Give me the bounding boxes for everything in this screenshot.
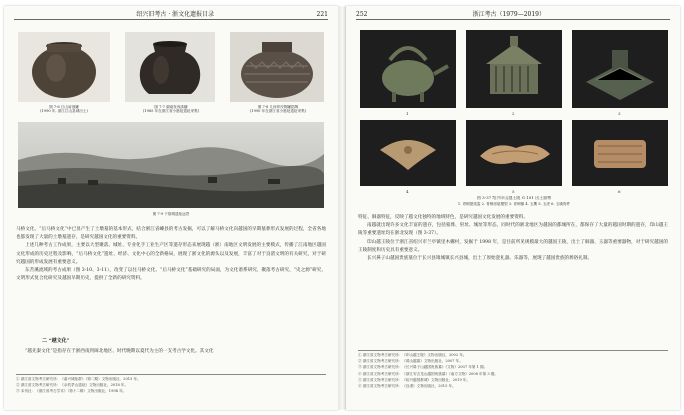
right-page (346, 6, 680, 410)
right-page-number: 252 (356, 10, 368, 18)
artifact-number-3: 3 (618, 111, 621, 116)
left-running-header (14, 9, 328, 20)
left-section-body (16, 348, 326, 366)
right-paragraph-4: 长兴鼻子山越国贵族墓位于长兴县雉城镇长兴县城，出土了原始瓷礼器、乐器等，展现了越国贵族的葬俗礼制。 (367, 256, 593, 262)
artifact-photo-4 (360, 120, 456, 186)
pot-photo-1 (18, 32, 110, 102)
pot-caption-3-line2: (1990 年在浙江省小港址遗址采集) (249, 109, 307, 114)
right-body-text (358, 214, 668, 342)
artifact-photo-6 (572, 120, 668, 186)
artifact-number-1: 1 (406, 111, 409, 116)
left-footnote-2: ② 浙江省文物考古研究所：《余杭茅山遗址》文物出版社，2018 年。 (16, 383, 129, 388)
pot-caption-3-line1: 图 7-8 几何印纹陶罐铭陶 (257, 105, 299, 109)
pot-caption-1 (14, 105, 114, 114)
left-footnotes (16, 374, 326, 395)
artifact-number-2: 2 (512, 111, 515, 116)
artifact-photo-2 (466, 30, 562, 108)
right-footnotes (358, 350, 668, 389)
left-page (4, 6, 338, 410)
pot-caption-2-line2: (1985 年在浙江省小港址遗址采集) (142, 109, 200, 114)
left-footnote-3: ③ 本刊社：《浙江省考古学术》（第十二辑）文物出版社，1994 年。 (16, 389, 127, 394)
artifact-number-4: 4 (406, 189, 409, 194)
pot-caption-1-line2: (1990 年, 浙江江山县城出土) (40, 109, 88, 114)
artifact-number-5: 5 (512, 189, 515, 194)
left-body-text (16, 226, 326, 334)
right-header-title: 浙江考古（1979—2019） (472, 10, 545, 18)
panorama-caption: 图 7-9 下肢城遗址远景 (152, 212, 190, 216)
left-header-title: 绍兴旧考古 · 浙文化遗报目录 (136, 10, 215, 18)
pot-caption-1-line1: 图 7-6 江山肩颈罐 (49, 105, 79, 109)
pot-photo-2 (125, 32, 215, 102)
pot-caption-3 (226, 105, 330, 114)
book-gutter (338, 6, 346, 410)
figure-subcaption: 1. 青铜提梁盉 2. 青铜房屋模型 3. 青铜镇 4. 玉鹰 5. 玉虎 6. 玉璜饰件 (457, 202, 571, 206)
site-panorama-photo (18, 122, 324, 208)
right-footnote-3: ③ 浙江省文物考古研究所：《长兴鼻子山越国贵族墓》《文物》2007 年第 1 期。 (358, 365, 488, 370)
pot-caption-2-line1: 图 7-7 湖南发现漆罐 (154, 105, 188, 109)
left-page-number: 221 (316, 10, 328, 18)
right-running-header (356, 9, 670, 20)
right-footnote-2: ② 浙江省文物考古研究所：《鸿山越墓》文物出版社，2007 年。 (358, 359, 463, 364)
figure-caption: 图 3-37 绍兴印山越王陵 G 101 出土器物 (476, 196, 552, 200)
right-paragraph-1: 特征、铜器特征，反映了越文化独特的地域特色，是研究越国文化发展的重要资料。 (358, 215, 528, 220)
section-paragraph: “越先秦文化”是指存在于浙西南到闽北地区、时代晚期以夏代为主的一支考古学文化。其文化 (25, 349, 214, 354)
artifact-photo-3 (572, 30, 668, 108)
right-paragraph-2: 南越就出现许多文化丰富的遗存，包括墓葬、窑址、城址等形态，同时代的浙北地区为越国的都城所在，都保存了大量的越国时期的遗存，印山越王陵等重要遗址均在浙北发现（图 3-37）。 (358, 223, 668, 237)
right-footnote-5: ⑤ 浙江省文物考古研究所：《绍兴越国都城》文物出版社，2019 年。 (358, 377, 471, 382)
left-paragraph-2: 上述几种考古工作成果，主要以大型聚落、城址、专业化手工业生产区等遗存形态来展现越（浙）南地区文明发展的主要模式，传播了江南地区越国文化形成的历史过程及影响，“后马桥文化”遗址、经济、文化中心的全新格局，展现了浙文化的源头以及发展，丰富了对于良渚文明的有关研究，对于研究越国的形成发展有重要意义。 (16, 243, 326, 265)
left-footnote-1: ① 浙江省文物考古研究所：《嘉兴城址群》（第二期）文物出版社，2013 年。 (16, 377, 141, 381)
right-paragraph-3: 印山越王陵位于浙江省绍兴市兰亭镇里木栅村，发掘于 1998 年，是目前所见规模最大的越国王陵，出土了铜器、玉器等重要器物，对于研究越国的王陵制度和历史具有重要意义。 (358, 239, 668, 253)
pot-caption-2 (119, 105, 223, 114)
right-footnote-6: ⑥ 浙江省文物考古研究所：《良渚》文物出版社，2015 年。 (358, 384, 456, 389)
artifact-photo-5 (466, 120, 562, 186)
right-footnote-4: ④ 浙江省文物考古研究所：《浙江安吉龙山越国贵族墓》《南方文物》2008 年第 3 期。 (358, 371, 498, 376)
section-heading: 二 “越文化” (42, 338, 70, 344)
left-paragraph-3: 东苕溪流域的考古成果（图 3-10、3-11），改变了以往马桥文化、“后马桥文化”基础研究的局面，为文化谱系研究、聚落考古研究、“史之源”研究、文明形式复合化研究及越国早期历史，提供了全新的研究资料。 (16, 268, 326, 282)
left-paragraph-1: 马桥文化、“后马桥文化”中已显产生了土墩墓的基本形式，结合浙江省嵊县的考古发掘，可以了解马桥文化向越国的早期墓葬形式发展的过程，全省各地也都发现了大量的土墩墓遗存，是研究越国文化的重要资料。 (16, 227, 326, 241)
artifact-photo-1 (360, 30, 456, 108)
right-footnote-1: ① 浙江省文物考古研究所：《印山越王陵》文物出版社，2002 年。 (358, 353, 467, 357)
artifact-number-6: 6 (618, 189, 621, 194)
pot-photo-3 (230, 32, 324, 102)
